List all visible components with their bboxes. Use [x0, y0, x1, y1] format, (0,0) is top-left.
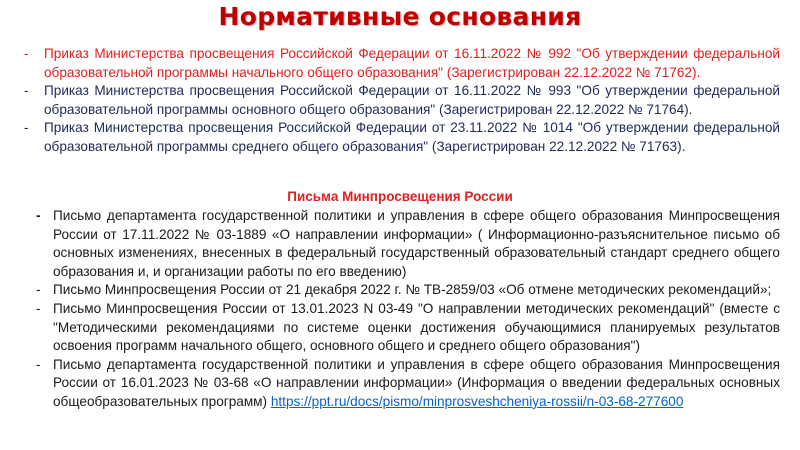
dash-marker: -	[36, 300, 41, 316]
dash-marker: -	[36, 356, 41, 372]
letter-item	[36, 300, 780, 356]
dash-marker: -	[24, 83, 29, 98]
page-title: Нормативные основания	[218, 2, 582, 31]
document-link[interactable]: https://ppt.ru/docs/pismo/minprosveshcheniya-rossii/n-03-68-277600	[270, 393, 684, 409]
dash-marker: -	[24, 120, 29, 135]
letter-item	[36, 207, 780, 281]
letter-item	[36, 356, 780, 412]
orders-list	[24, 45, 780, 156]
dash-marker: -	[36, 282, 41, 298]
dash-marker: -	[36, 208, 41, 223]
dash-marker: -	[24, 46, 29, 61]
order-text: Приказ Министерства просвещения Российской Федерации от 16.11.2022 № 993 "Об утверждении федеральной образовательной программы основного общего образования" (Зарегистрирован 22.12.2022 № 71764).	[44, 83, 780, 117]
order-item	[24, 119, 780, 156]
letters-section-title: Письма Минпросвещения России	[287, 189, 513, 204]
letter-text: Письмо Минпросвещения России от 13.01.2023 N 03-49 "О направлении методических рекомендаций" (вместе с "Методическими рекомендациями по системе оценки достижения обучающимися планируемых результатов освоения программ начального общего, основного общего и среднего общего образования")	[53, 300, 780, 354]
order-text: Приказ Министерства просвещения Российской Федерации от 16.11.2022 № 992 "Об утверждении федеральной образовательной программы начального общего образования" (Зарегистрирован 22.12.2022 № 71762).	[44, 46, 780, 80]
order-item	[24, 82, 780, 119]
letter-text: Письмо департамента государственной политики и управления в сфере общего образования Минпросвещения России от 17.11.2022 № 03-1889 «О направлении информации» ( Информационно-разъяснительное письмо об основных изменениях, внесенных в федеральный государственный образовательный стандарт среднего общего образования и, и организации работы по его введению)	[53, 208, 780, 279]
order-text: Приказ Министерства просвещения Российской Федерации от 23.11.2022 № 1014 "Об утверждении федеральной образовательной программы среднего общего образования" (Зарегистрирован 22.12.2022 № 71763).	[44, 120, 780, 154]
letter-text: Письмо Минпросвещения России от 21 декабря 2022 г. № ТВ-2859/03 «Об отмене методических рекомендаций»;	[53, 282, 772, 298]
order-item	[24, 45, 780, 82]
letters-list	[36, 207, 780, 412]
letter-item	[36, 281, 780, 300]
letter-text: Письмо департамента государственной политики и управления в сфере общего образования Минпросвещения России от 16.01.2023 № 03-68 «О направлении информации» (Информация о введении федеральных основных общеобразовательных программ)	[53, 356, 780, 409]
